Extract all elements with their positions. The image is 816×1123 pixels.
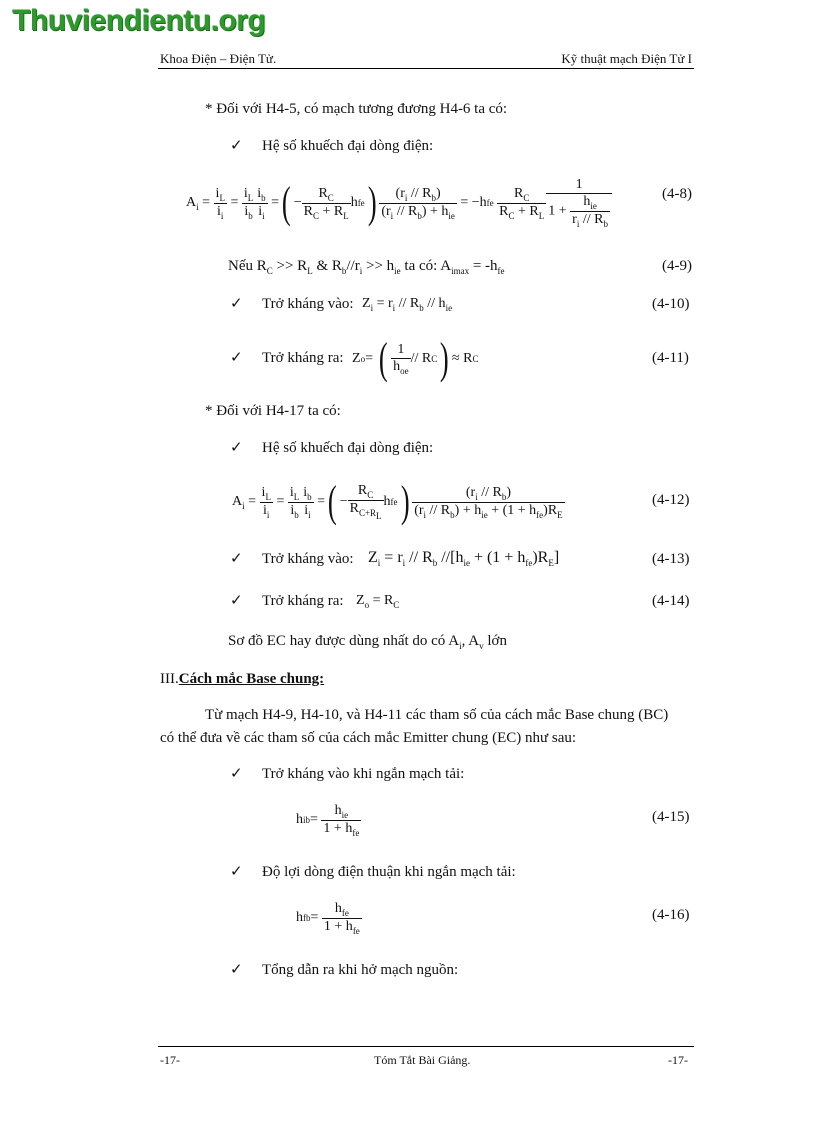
equation-4-11: Z o = ( $\frac{1}{h_{oe}}$ // R C ) ≈ R C xyxy=(352,334,479,383)
eq-number-4-9: (4-9) xyxy=(662,258,692,274)
equation-4-14: $Z_o = R_C$ xyxy=(356,593,400,610)
footer-divider xyxy=(158,1046,694,1047)
header-right: Kỹ thuật mạch Điện Tử I xyxy=(561,51,692,66)
bullet-hob: Tổng dẫn ra khi hở mạch nguồn: xyxy=(262,962,459,978)
equation-4-12: $A_i$ = $\frac{i_L}{i_i}$ = $\frac{i_L}{i_b}$ $\frac{i_b}{i_i}$ = ( − $\frac{R_C}{R_{C+R_L}}$ h fe ) $\frac{(r_i // R_b)}{(r_i // R_b) + h_{ie} + (1 + h_{fe})R_E}$ xyxy=(232,477,563,526)
note-4-9: Nếu $R_C >> R_L$ & $R_b//r_i >> h_{ie}$ ta có: $A_{imax} = -h_{fe}$ xyxy=(228,258,505,276)
equation-4-16: h fb = $\frac{h_{fe}}{1 + h_{fe}}$ xyxy=(296,900,360,936)
check-icon: ✓ xyxy=(230,962,243,978)
eq-number-4-11: (4-11) xyxy=(652,350,689,366)
check-icon: ✓ xyxy=(230,593,243,609)
check-icon: ✓ xyxy=(230,551,243,567)
eq-number-4-16: (4-16) xyxy=(652,907,690,923)
equation-4-8: $A_i$ = $\frac{i_L}{i_i}$ = $\frac{i_L}{i_b}$ $\frac{i_b}{i_i}$ = ( − $\frac{R_C}{R_C + R_L}$ h fe ) $\frac{(r_i // R_b)}{(r_i // R_b) + h_{ie}}$ = −h fe $\frac{R_C}{R_C + R_L}$ 1 1 + $\frac{h_{ie}}{r_i // R_b}$ xyxy=(186,168,612,238)
bullet-hib: Trở kháng vào khi ngắn mạch tải: xyxy=(262,766,465,782)
check-icon: ✓ xyxy=(230,350,243,366)
bullet-hfb: Độ lợi dòng điện thuận khi ngắn mạch tải: xyxy=(262,864,516,880)
check-icon: ✓ xyxy=(230,440,243,456)
check-icon: ✓ xyxy=(230,766,243,782)
bullet-zin-2: Trở kháng vào: xyxy=(262,551,354,567)
footer-left: -17- xyxy=(160,1053,180,1067)
eq-number-4-12: (4-12) xyxy=(652,492,690,508)
eq-number-4-10: (4-10) xyxy=(652,296,690,312)
header-divider xyxy=(158,68,694,69)
check-icon: ✓ xyxy=(230,864,243,880)
eq-number-4-15: (4-15) xyxy=(652,809,690,825)
eq-number-4-8: (4-8) xyxy=(662,186,692,202)
section-heading: III.Cách mắc Base chung: xyxy=(160,671,325,687)
equation-4-15: h ib = $\frac{h_{ie}}{1 + h_{fe}}$ xyxy=(296,802,360,838)
bullet-zout-2: Trở kháng ra: xyxy=(262,593,344,609)
site-logo: Thuviendientu.org xyxy=(12,4,266,37)
bullet-zout: Trở kháng ra: xyxy=(262,350,344,366)
paragraph-line-2: có thể đưa về các tham số của cách mắc Emitter chung (EC) như sau: xyxy=(160,730,577,746)
bullet-zin: Trở kháng vào: xyxy=(262,296,354,312)
bullet-gain: Hệ số khuếch đại dòng điện: xyxy=(262,138,434,154)
header-left: Khoa Điện – Điện Tử. xyxy=(160,51,277,66)
footer-right: -17- xyxy=(668,1053,688,1067)
eq-number-4-13: (4-13) xyxy=(652,551,690,567)
section-h4-17: * Đối với H4-17 ta có: xyxy=(205,403,341,419)
eq-number-4-14: (4-14) xyxy=(652,593,690,609)
ec-note: Sơ đồ EC hay được dùng nhất do có $A_i$, $A_v$ lớn xyxy=(228,633,507,651)
equation-4-10: $Z_i = r_i // R_b // h_{ie}$ xyxy=(362,296,453,313)
paragraph-line-1: Từ mạch H4-9, H4-10, và H4-11 các tham số của cách mắc Base chung (BC) xyxy=(205,707,669,723)
footer-center: Tóm Tắt Bài Giảng. xyxy=(374,1053,471,1067)
check-icon: ✓ xyxy=(230,296,243,312)
equation-4-13: $Z_i = r_i // R_b$ $//[h_{ie} + (1 + h_{fe})R_E]$ xyxy=(368,549,560,569)
bullet-gain-2: Hệ số khuếch đại dòng điện: xyxy=(262,440,434,456)
check-icon: ✓ xyxy=(230,138,243,154)
section-h4-6: * Đối với H4-5, có mạch tương đương H4-6 ta có: xyxy=(205,101,508,117)
